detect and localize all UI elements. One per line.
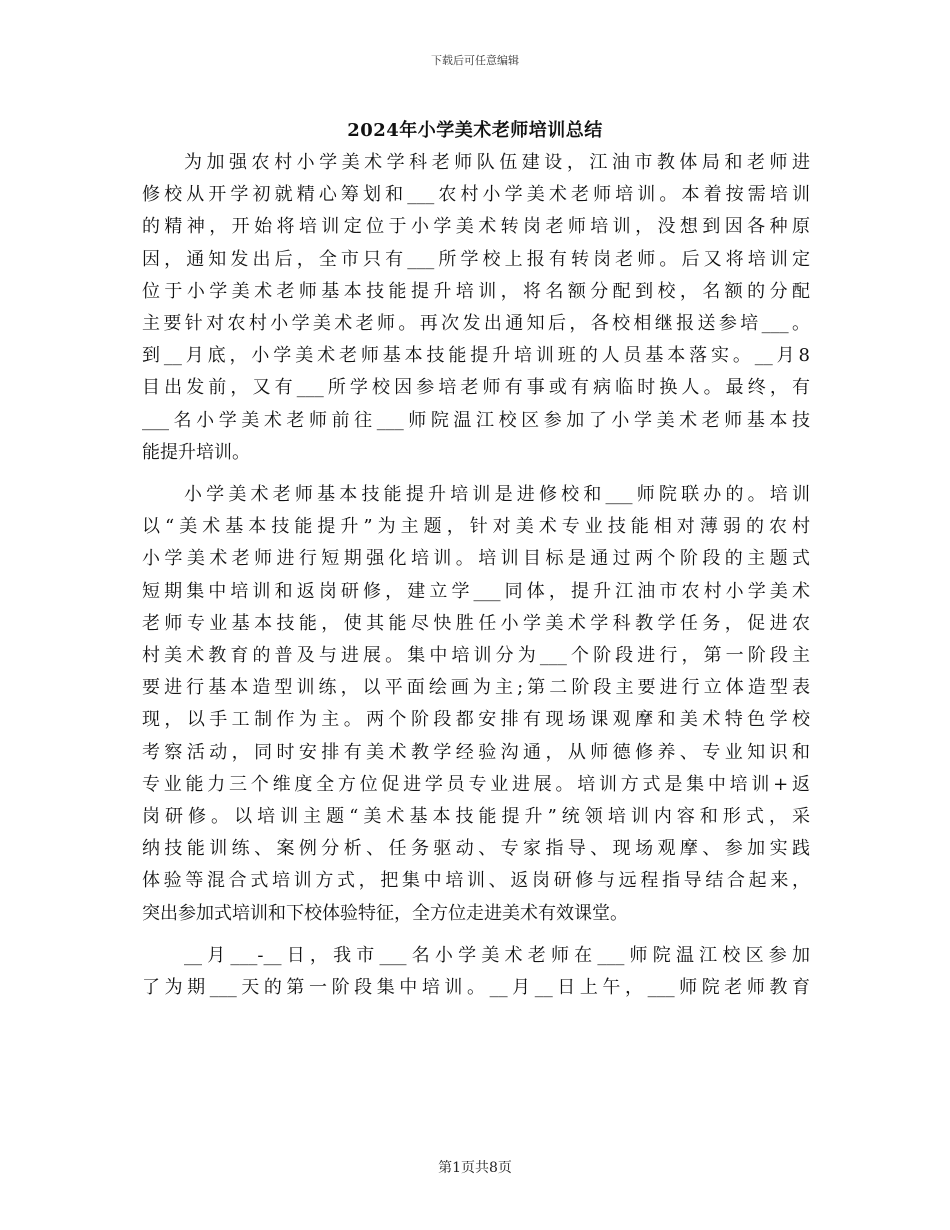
text-line: 修校从开学初就精心筹划和___农村小学美术老师培训。本着按需培训 (142, 184, 810, 206)
text-line: 岗研修。以培训主题“美术基本技能提升”统领培训内容和形式，采 (142, 806, 810, 828)
text-line: 小学美术老师进行短期强化培训。培训目标是通过两个阶段的主题式 (142, 548, 810, 570)
text-line: __月___-__日，我市___名小学美术老师在___师院温江校区参加 (184, 944, 810, 966)
page-header-note: 下载后可任意编辑 (431, 54, 519, 67)
page-number: 第1页共8页 (438, 1160, 512, 1176)
paragraph-1 (142, 147, 810, 469)
text-line: 短期集中培训和返岗研修，建立学___同体，提升江油市农村小学美术 (142, 580, 810, 602)
text-line: 老师专业基本技能，使其能尽快胜任小学美术学科教学任务，促进农 (142, 612, 810, 634)
document-title: 2024年小学美术老师培训总结 (347, 120, 603, 141)
text-line: 位于小学美术老师基本技能提升培训，将名额分配到校，名额的分配 (142, 280, 810, 302)
text-line: 主要针对农村小学美术老师。再次发出通知后，各校相继报送参培___。 (142, 313, 810, 335)
text-line: 体验等混合式培训方式，把集中培训、返岗研修与远程指导结合起来， (142, 870, 810, 892)
text-line: 纳技能训练、案例分析、任务驱动、专家指导、现场观摩、参加实践 (142, 838, 810, 860)
text-line: 因，通知发出后，全市只有___所学校上报有转岗老师。后又将培训定 (142, 248, 810, 270)
text-line: ___名小学美术老师前往___师院温江校区参加了小学美术老师基本技 (142, 409, 810, 431)
text-line: 为加强农村小学美术学科老师队伍建设，江油市教体局和老师进 (184, 152, 810, 173)
text-line: 突出参加式培训和下校体验特征，全方位走进美术有效课堂。 (142, 902, 628, 924)
text-line: 考察活动，同时安排有美术教学经验沟通，从师德修养、专业知识和 (142, 741, 810, 763)
paragraph-3 (142, 940, 810, 1004)
text-line: 了为期___天的第一阶段集中培训。__月__日上午，___师院老师教育 (142, 977, 810, 999)
text-line: 能提升培训。 (142, 441, 250, 463)
paragraph-gap (142, 469, 810, 479)
text-line: 目出发前，又有___所学校因参培老师有事或有病临时换人。最终，有 (142, 377, 810, 399)
text-line: 专业能力三个维度全方位促进学员专业进展。培训方式是集中培训+返 (142, 773, 810, 795)
text-line: 村美术教育的普及与进展。集中培训分为___个阶段进行，第一阶段主 (142, 645, 810, 667)
paragraph-gap (142, 930, 810, 940)
text-line: 以“美术基本技能提升”为主题，针对美术专业技能相对薄弱的农村 (142, 516, 810, 538)
paragraph-2 (142, 479, 810, 930)
text-line: 要进行基本造型训练，以平面绘画为主;第二阶段主要进行立体造型表 (142, 677, 810, 699)
text-line: 现，以手工制作为主。两个阶段都安排有现场课观摩和美术特色学校 (142, 709, 810, 731)
text-line: 小学美术老师基本技能提升培训是进修校和___师院联办的。培训 (184, 484, 810, 506)
text-line: 到__月底，小学美术老师基本技能提升培训班的人员基本落实。__月8 (142, 345, 810, 367)
text-line: 的精神，开始将培训定位于小学美术转岗老师培训，没想到因各种原 (142, 216, 810, 238)
document-body (142, 147, 810, 1004)
